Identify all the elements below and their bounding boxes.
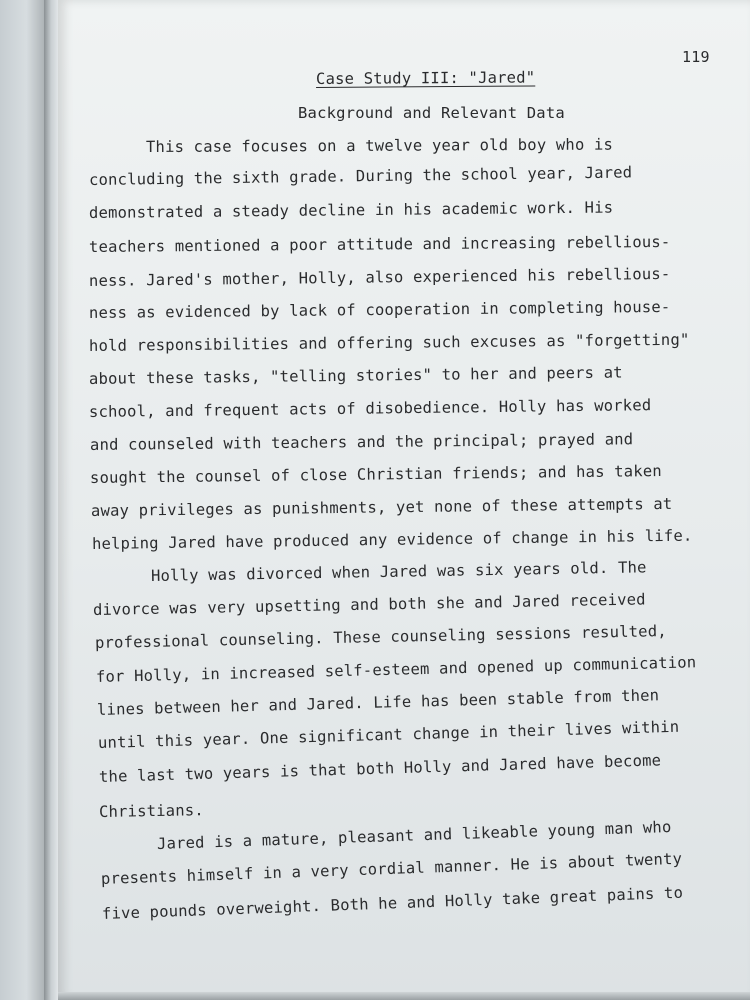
text-line: about these tasks, "telling stories" to her and peers at [88,363,623,388]
text-line: lines between her and Jared. Life has been stable from then [96,686,660,719]
text-line: for Holly, in increased self-esteem and opened up communication [95,653,697,686]
document-page [58,0,750,1000]
page-number: 119 [682,48,710,66]
text-line: professional counseling. These counseling sessions resulted, [94,622,667,652]
text-line: the last two years is that both Holly and Jared have become [98,751,662,786]
text-line: away privileges as punishments, yet none of these attempts at [90,494,673,520]
text-line: until this year. One significant change in their lives within [97,717,680,752]
text-line: hold responsibilities and offering such excuses as "forgetting" [88,330,690,355]
text-line: ness. Jared's mother, Holly, also experienced his rebellious- [88,264,671,290]
text-line: divorce was very upsetting and both she and Jared received [92,590,646,619]
text-line: and counseled with teachers and the principal; prayed and [89,430,634,454]
text-line: This case focuses on a twelve year old boy who is [145,135,614,156]
facing-page-edge [0,0,44,1000]
text-line: demonstrated a steady decline in his academic work. His [88,198,614,222]
text-line: presents himself in a very cordial manner. He is about twenty [100,849,683,888]
text-line: school, and frequent acts of disobedience. Holly has worked [88,396,652,421]
text-line: helping Jared have produced any evidence of change in his life. [91,526,693,553]
page-bottom-edge [58,992,750,1000]
text-line: concluding the sixth grade. During the school year, Jared [88,163,633,189]
case-study-heading: Case Study III: "Jared" [315,68,536,88]
text-line: sought the counsel of close Christian friends; and has taken [89,462,662,487]
section-subheading: Background and Relevant Data [298,104,565,122]
text-line: Jared is a mature, pleasant and likeable young man who [156,817,672,853]
text-line: five pounds overweight. Both he and Holly take great pains to [101,883,684,923]
text-line: Christians. [98,801,205,821]
text-line: Holly was divorced when Jared was six years old. The [150,558,647,585]
text-line: teachers mentioned a poor attitude and increasing rebellious- [88,232,671,256]
text-line: ness as evidenced by lack of cooperation in completing house- [88,297,671,322]
